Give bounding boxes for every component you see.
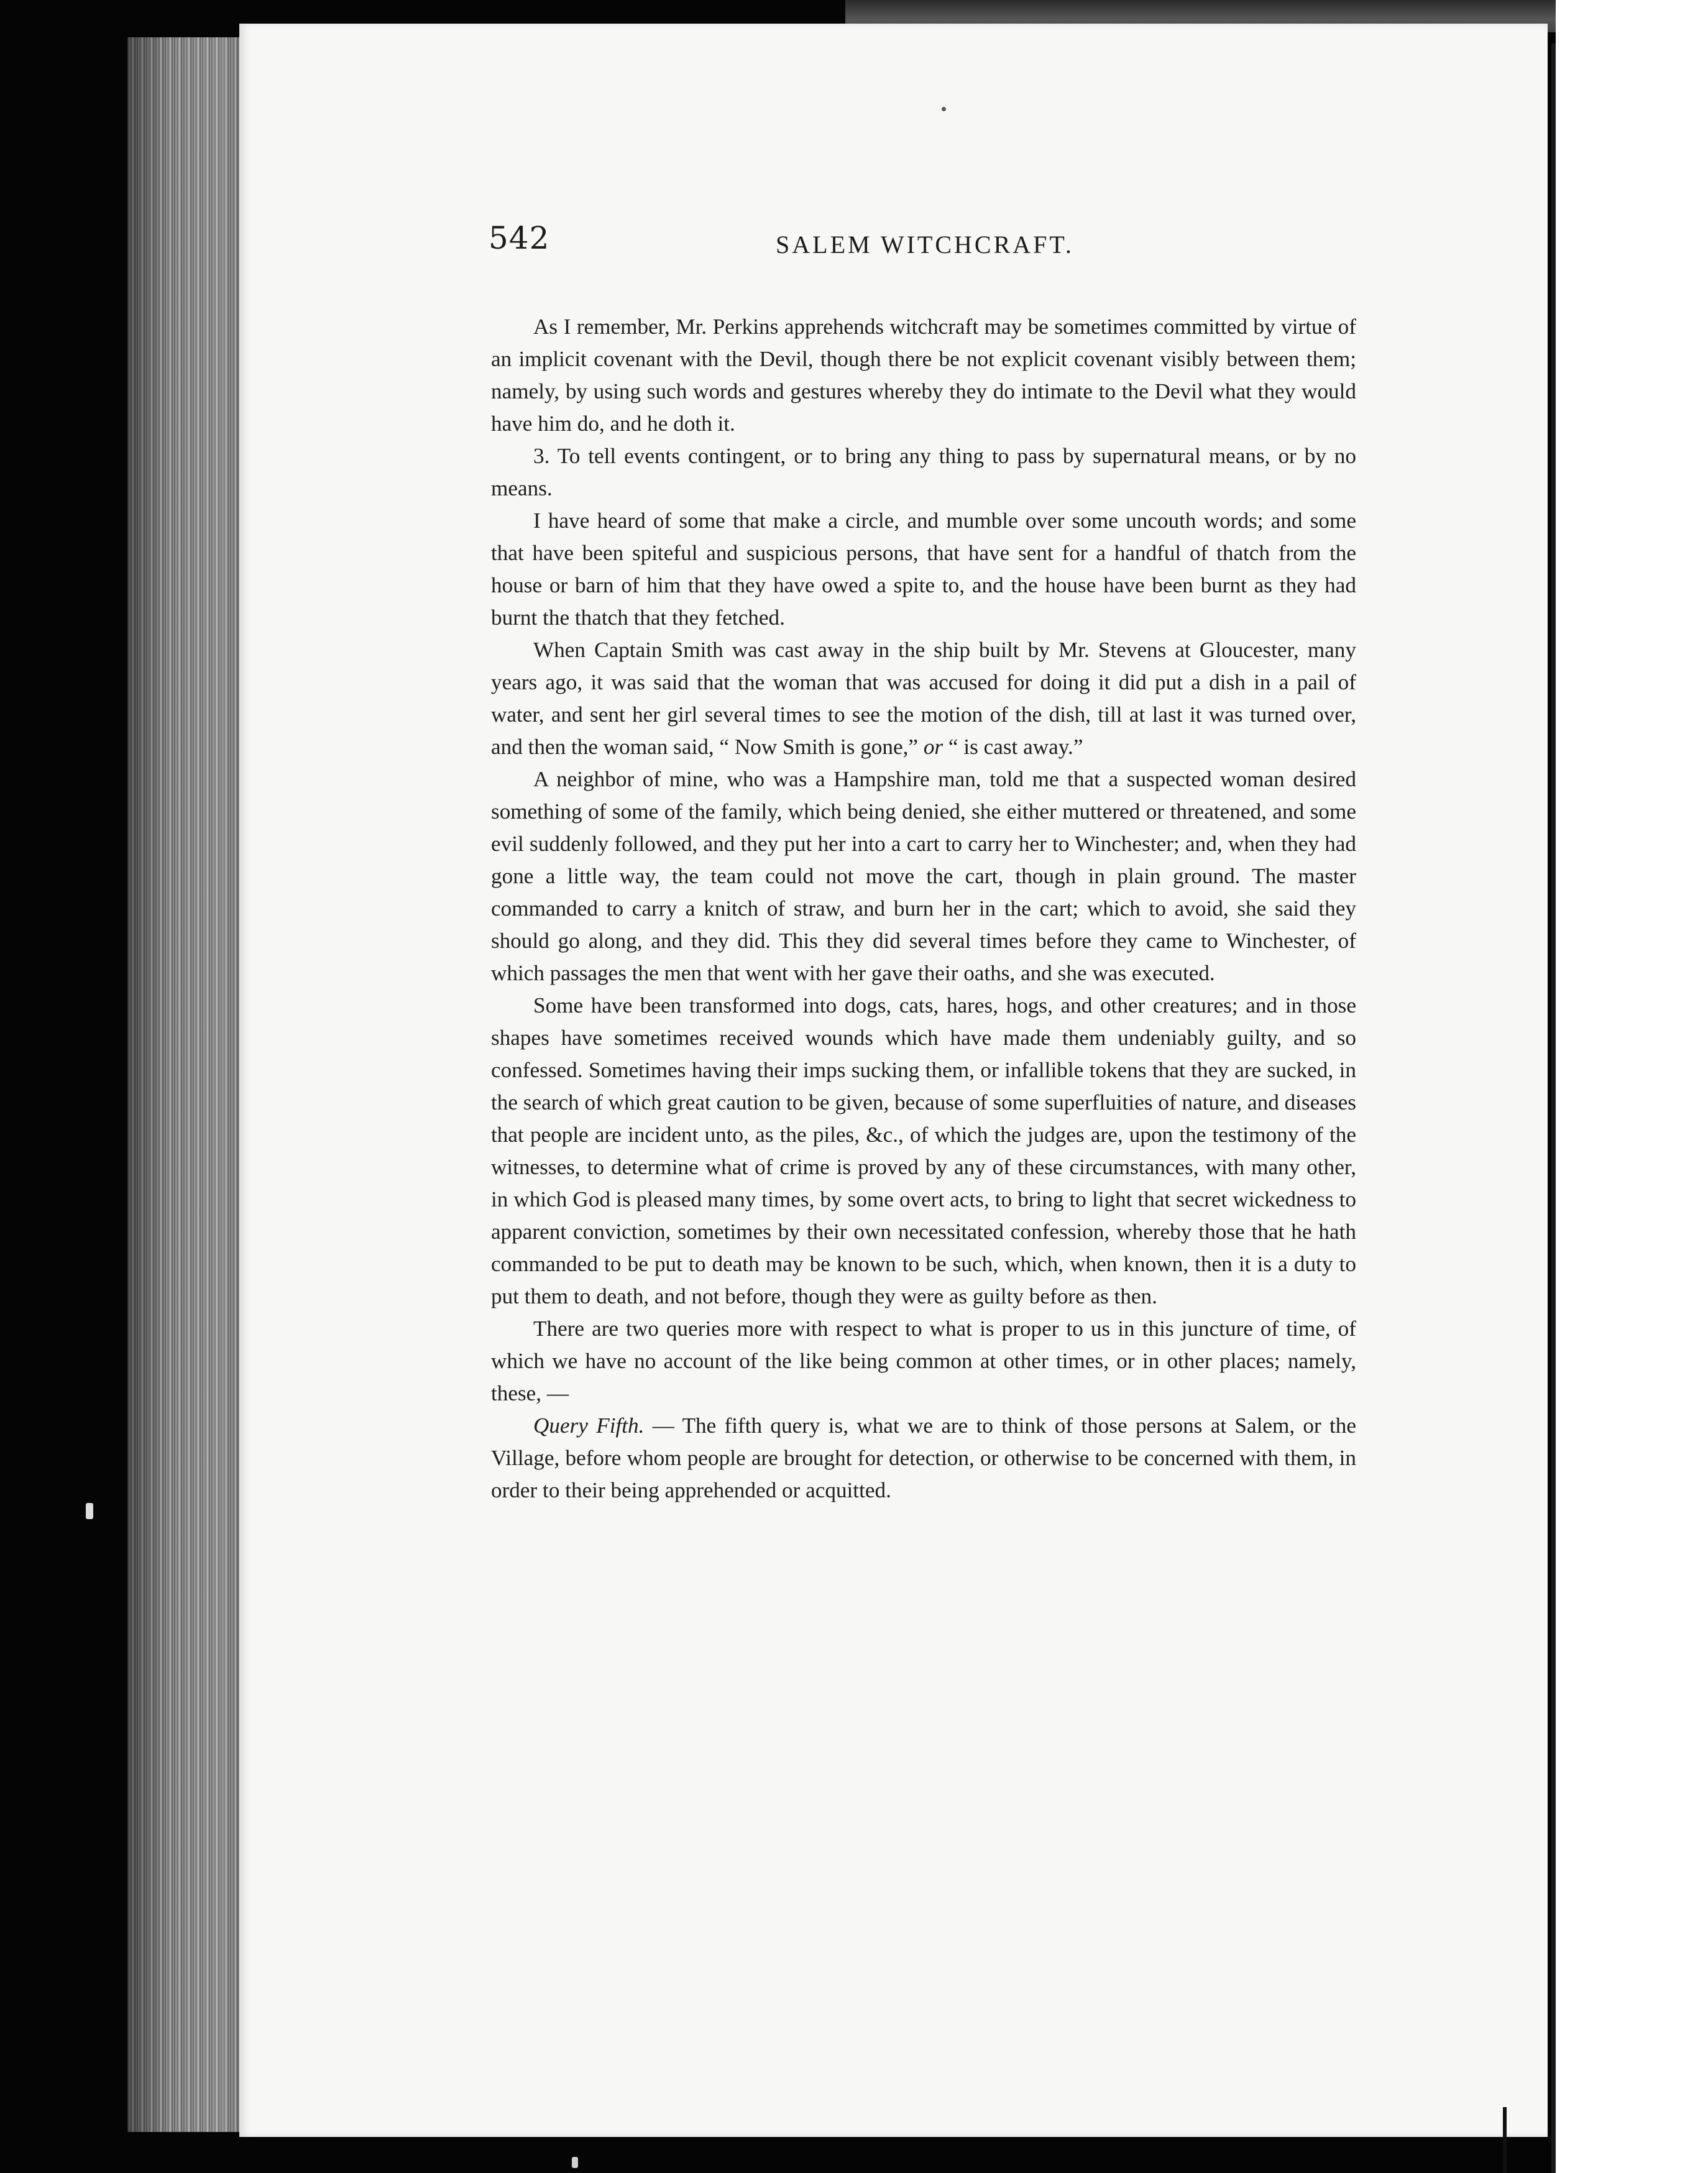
paragraph: As I remember, Mr. Perkins apprehends witchcraft may be sometimes committed by virtue of an implicit covenant with the Devil, though there be not explicit covenant visibly between them; namely, by using such words and gestures whereby they do intimate to the Devil what they would have him do, and he doth it. <box>491 315 1356 436</box>
paragraph <box>491 634 1356 763</box>
dust-speck <box>86 1503 93 1519</box>
running-head: SALEM WITCHCRAFT. <box>776 231 1074 259</box>
paragraph: I have heard of some that make a circle, and mumble over some uncouth words; and some that have been spiteful and suspicious persons, that have sent for a handful of thatch from the house or barn of him that they have owed a spite to, and the house have been burnt as they had burnt the thatch that they fetched. <box>491 508 1356 630</box>
paragraph: There are two queries more with respect to what is proper to us in this juncture of time, of which we have no account of the like being common at other times, or in other places; namely, these, — <box>491 1316 1356 1405</box>
scan-artifact-mark <box>1503 2107 1507 2173</box>
paragraph: A neighbor of mine, who was a Hampshire man, told me that a suspected woman desired something of some of the family, which being denied, she either muttered or threatened, and some evil suddenly followed, and they put her into a cart to carry her to Winchester; and, when they had gone a little way, the team could not move the cart, though in plain ground. The master commanded to carry a knitch of straw, and burn her in the cart; which to avoid, she said they should go along, and they did. This they did several times before they came to Winchester, of which passages the men that went with her gave their oaths, and she was executed. <box>491 767 1356 985</box>
query-heading: Query Fifth. <box>533 1413 645 1438</box>
paragraph: 3. To tell events contingent, or to bring any thing to pass by supernatural means, or by no means. <box>491 444 1356 500</box>
paragraph-text: When Captain Smith was cast away in the ship built by Mr. Stevens at Gloucester, many years ago, it was said that the woman that was accused for doing it did put a dish in a pail of water, and sent her girl several times to see the motion of the dish, till at last it was turned over, and then the woman said, “ Now Smith is gone,” <box>491 638 1356 759</box>
facing-page-margin <box>1556 0 1708 2173</box>
page-number: 542 <box>489 220 550 256</box>
italic-or: or <box>923 735 944 759</box>
page-gutter <box>1551 44 1556 2173</box>
paragraph-text: — The fifth query is, what we are to think of those persons at Salem, or the Village, before whom people are brought for detection, or otherwise to be concerned with them, in order to their being apprehended or acquitted. <box>491 1413 1357 1502</box>
paragraph: Some have been transformed into dogs, cats, hares, hogs, and other creatures; and in those shapes have sometimes received wounds which have made them undeniably guilty, and so confessed. Sometimes having their imps sucking them, or infallible tokens that they are sucked, in the search of which great caution to be given, because of some superfluities of nature, and diseases that people are incident unto, as the piles, &c., of which the judges are, upon the testimony of the witnesses, to determine what of crime is proved by any of these circumstances, with many other, in which God is pleased many times, by some overt acts, to bring to light that secret wickedness to apparent conviction, sometimes by their own necessitated confession, whereby those that he hath commanded to be put to death may be known to be such, which, when known, then it is a duty to put them to death, and not before, though they were as guilty before as then. <box>491 993 1356 1308</box>
body-text <box>491 311 1356 1507</box>
dust-speck <box>572 2157 578 2168</box>
paragraph <box>491 1410 1356 1507</box>
dust-speck <box>942 107 946 111</box>
page-block-shadow <box>127 37 246 2132</box>
paragraph-tail: “ is cast away.” <box>943 735 1083 759</box>
